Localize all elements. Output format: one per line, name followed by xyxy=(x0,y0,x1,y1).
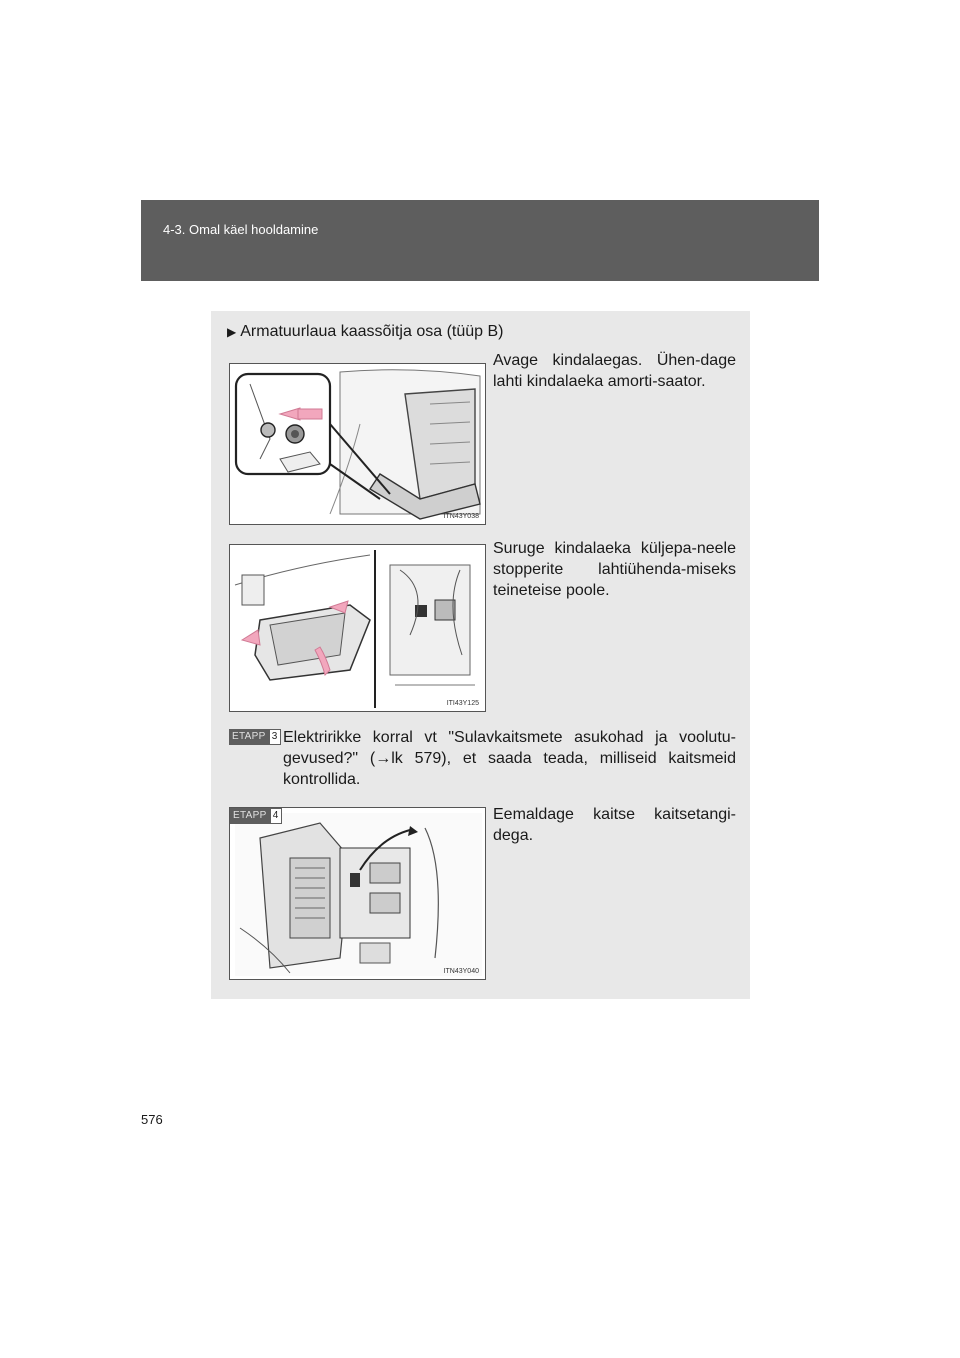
figure-code: ITN43Y040 xyxy=(443,968,479,975)
fuse-box-illustration xyxy=(230,808,486,980)
section-title: 4-3. Omal käel hooldamine xyxy=(163,222,319,237)
figure-glovebox-stoppers xyxy=(229,544,486,712)
figure-code: ITN43Y038 xyxy=(443,513,479,520)
figure-fuse-puller xyxy=(229,807,486,980)
step-number: 3 xyxy=(269,729,281,745)
glovebox-damper-illustration xyxy=(230,364,486,525)
step-text: Avage kindalaegas. Ühen-dage lahti kindalaeka amorti-saator. xyxy=(493,352,736,390)
subsection-heading xyxy=(227,323,503,341)
instruction-panel xyxy=(211,311,750,999)
figure-code: ITI43Y125 xyxy=(446,700,479,707)
heading-text: Armatuurlaua kaassõitja osa (tüüp B) xyxy=(240,323,504,340)
step-number: 4 xyxy=(270,808,282,824)
step-text: Suruge kindalaeka küljepa-neele stopperite lahtiühenda-miseks teineteise poole. xyxy=(493,540,736,599)
step-text: Elektririkke korral vt "Sulavkaitsmete asukohad ja voolutu-gevused?" (→lk 579), et saada teada, milliseid kaitsmeid kontrollida. xyxy=(283,729,736,788)
triangle-marker-icon: ▶ xyxy=(227,325,237,339)
step-label: ETAPP xyxy=(230,808,270,824)
step-badge xyxy=(229,729,281,745)
chapter-header xyxy=(141,200,819,281)
glovebox-stoppers-illustration xyxy=(230,545,486,712)
step-text: Eemaldage kaitse kaitsetangi-dega. xyxy=(493,806,736,844)
page-number: 576 xyxy=(141,1112,163,1127)
step-label: ETAPP xyxy=(229,729,269,745)
figure-glovebox-damper xyxy=(229,363,486,525)
step-badge xyxy=(230,808,282,824)
